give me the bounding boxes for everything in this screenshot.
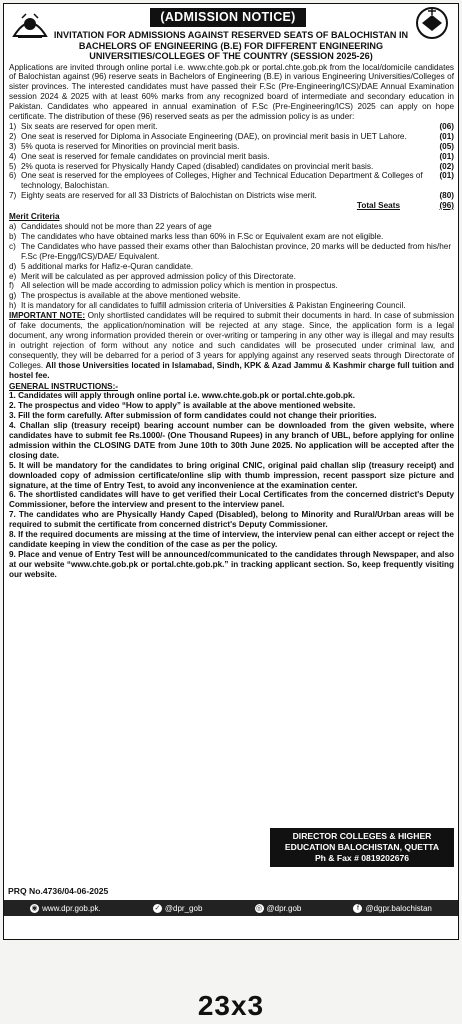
important-note-label: IMPORTANT NOTE: <box>9 311 86 321</box>
total-seats-row: Total Seats (96) <box>356 201 454 211</box>
merit-criteria-heading: Merit Criteria <box>9 212 60 222</box>
social-item <box>353 904 431 913</box>
list-item: 5) 2% quota is reserved for Physically Handy Caped (disabled) candidates on provincial merit basis. (02) <box>9 161 454 171</box>
notice-headline: INVITATION FOR ADMISSIONS AGAINST RESERVED SEATS OF BALOCHISTAN IN BACHELORS OF ENGINEERING (B.E) FOR DIFFERENT ENGINEERING UNIVERSITIES/COLLEGES OF THE COUNTRY (SESSION 2025-26) <box>53 30 409 61</box>
intro-paragraph: Applications are invited through online portal i.e. www.chte.gob.pk or portal.chte.gob.pk from the local/domicile candidates of Balochistan against (96) reserve seats in Bachelors of Engineering (B.E) in various Engineering Universities/Colleges of sister provinces. The interested candidates must have passed their F.Sc (Pre-Engineering/ICS)/DAE Annual Examination session 2024 & 2025 with at least 60% marks from any recognized board of intermediate and secondary education in Pakistan. Candidates who appeared in annual examination of F.Sc (Pre-Engineering/ICS) 2025 can apply on hope certificate. The distribution of these (96) reserved seats as per the admission policy is as under: <box>9 62 454 122</box>
notice-footer <box>4 824 458 934</box>
department-logo-icon <box>412 6 452 40</box>
important-note-fee: All those Universities located in Islamabad, Sindh, KPK & Azad Jammu & Kashmir charge full tuition and hostel fee. <box>9 360 454 380</box>
list-item: 4. Challan slip (treasury receipt) bearing account number can be downloaded from the given website, where candidates have to submit fee Rs.1000/- (One Thousand Rupees) in any branch of UBL, before applying for online admission within the CLOSING DATE from June 10th to 30th June 2025. No application will be accepted after the closing date. <box>9 421 454 460</box>
list-item: 9. Place and venue of Entry Test will be announced/communicated to the candidates through Newspaper, and also at our website “www.chte.gob.pk or portal.chte.gob.pk.” in tracking applicant section. So, keep frequently visiting our website. <box>9 549 454 579</box>
twitter-icon: ✓ <box>154 904 161 912</box>
prq-number: PRQ No.4736/04-06-2025 <box>8 886 109 896</box>
list-item: 3) 5% quota is reserved for Minorities on provincial merit basis. (05) <box>9 141 454 151</box>
list-item: 2. The prospectus and video “How to apply” is available at the above mentioned website. <box>9 401 356 411</box>
social-handle: @dpr_gob <box>164 903 203 913</box>
seat-distribution-list <box>9 122 454 211</box>
social-item <box>255 904 302 913</box>
social-bar <box>4 900 458 916</box>
list-item: c) The Candidates who have passed their exams other than Balochistan province, 20 marks will be deducted from his/her F.Sc (Pre-Engg/ICS)/DAE/ Equivalent. <box>9 241 452 261</box>
globe-icon: ◉ <box>31 904 38 912</box>
list-item: 1) Six seats are reserved for open merit. (06) <box>9 121 454 131</box>
list-item: 2) One seat is reserved for Diploma in Associate Engineering (DAE), on provincial merit basis in UET Lahore. (01) <box>9 131 454 141</box>
list-item: d) 5 additional marks for Hafiz-e-Quran candidate. <box>9 261 194 271</box>
social-item <box>153 904 202 913</box>
list-item: g) The prospectus is available at the above mentioned website. <box>9 291 241 301</box>
list-item: 6) One seat is reserved for the employees of Colleges, Higher and Technical Education Department & Colleges of technology, Balochistan. (01) <box>9 171 454 191</box>
list-item: 8. If the required documents are missing at the time of interview, the interview penal can either accept or reject the candidate keeping in view the condition of the case as per the policy. <box>9 530 454 549</box>
director-phone: Ph & Fax # 0819202676 <box>314 853 410 863</box>
list-item: 1. Candidates will apply through online portal i.e. www.chte.gob.pk or portal.chte.gob.pk. <box>9 391 355 401</box>
social-handle: @dpr.gob <box>266 903 302 913</box>
page-title: (ADMISSION NOTICE) <box>150 8 306 27</box>
social-handle: www.dpr.gob.pk. <box>42 903 101 913</box>
list-item: 4) One seat is reserved for female candidates on provincial merit basis. (01) <box>9 151 454 161</box>
social-item <box>30 904 101 913</box>
general-instructions-list <box>9 391 454 579</box>
list-item: b) The candidates who have obtained marks less than 60% in F.Sc or Equivalent exam are not eligible. <box>9 231 384 241</box>
list-item: a) Candidates should not be more than 22 years of age <box>9 222 212 231</box>
social-handle: @dgpr.balochistan <box>365 903 432 913</box>
instagram-icon: ◎ <box>255 904 263 912</box>
merit-criteria-list <box>9 222 454 311</box>
general-instructions-heading: GENERAL INSTRUCTIONS:- <box>9 381 119 391</box>
list-item: 7. The candidates who are Physically Handy Caped (Disabled), belong to Minority and Rural/Urban areas will be required to submit the certificate from concerned district's Deputy Commissioner. <box>9 510 454 530</box>
list-item: 3. Fill the form carefully. After submission of form candidates could not change their priorities. <box>9 411 377 421</box>
list-item: f) All selection will be made according to admission policy which is mention in prospectus. <box>9 281 338 291</box>
facebook-icon: f <box>353 904 362 913</box>
director-line: EDUCATION BALOCHISTAN, QUETTA <box>284 842 440 852</box>
list-item: 5. It will be mandatory for the candidates to bring original CNIC, original paid challan slip (treasury receipt) and downloaded copy of admission certificate/online slip with thumb impression, recent passport size picture and signature, at the time of Entry Test, to avoid any inconvenience at the examination center. <box>9 460 454 490</box>
ad-size-label: 23x3 <box>197 990 265 1021</box>
director-signature-block <box>270 828 454 867</box>
notice-header <box>4 4 458 42</box>
balochistan-emblem-icon <box>10 6 50 40</box>
important-note-text: Only shortlisted candidates will be required to submit their documents in hard. In case of submission of fake documents, the application/nomination will be rejected at any stage. Since, the application form is a legal document, any wrong information provided therein or over-writing or tampering in any other way is illegal and may results in outright rejection of form without any notice and such candidates will be prosecuted under criminal law, and consequently, they will be debarred for a period of 3 years for applying against any reserved seats through Directorate of Colleges. <box>9 311 454 370</box>
important-note <box>9 311 454 380</box>
list-item: e) Merit will be calculated as per approved admission policy of this Directorate. <box>9 271 296 281</box>
director-line: DIRECTOR COLLEGES & HIGHER <box>292 831 432 841</box>
list-item: 7) Eighty seats are reserved for all 33 Districts of Balochistan on Districts wise merit. (80) <box>9 191 454 201</box>
list-item: h) It is mandatory for all candidates to fulfill admission criteria of Universities & Pakistan Engineering Council. <box>9 301 406 311</box>
list-item: 6. The shortlisted candidates will have to get verified their Local Certificates from the concerned district's Deputy Commissioner, before the interview and present to the interview panel. <box>9 490 454 510</box>
admission-notice <box>3 3 459 940</box>
